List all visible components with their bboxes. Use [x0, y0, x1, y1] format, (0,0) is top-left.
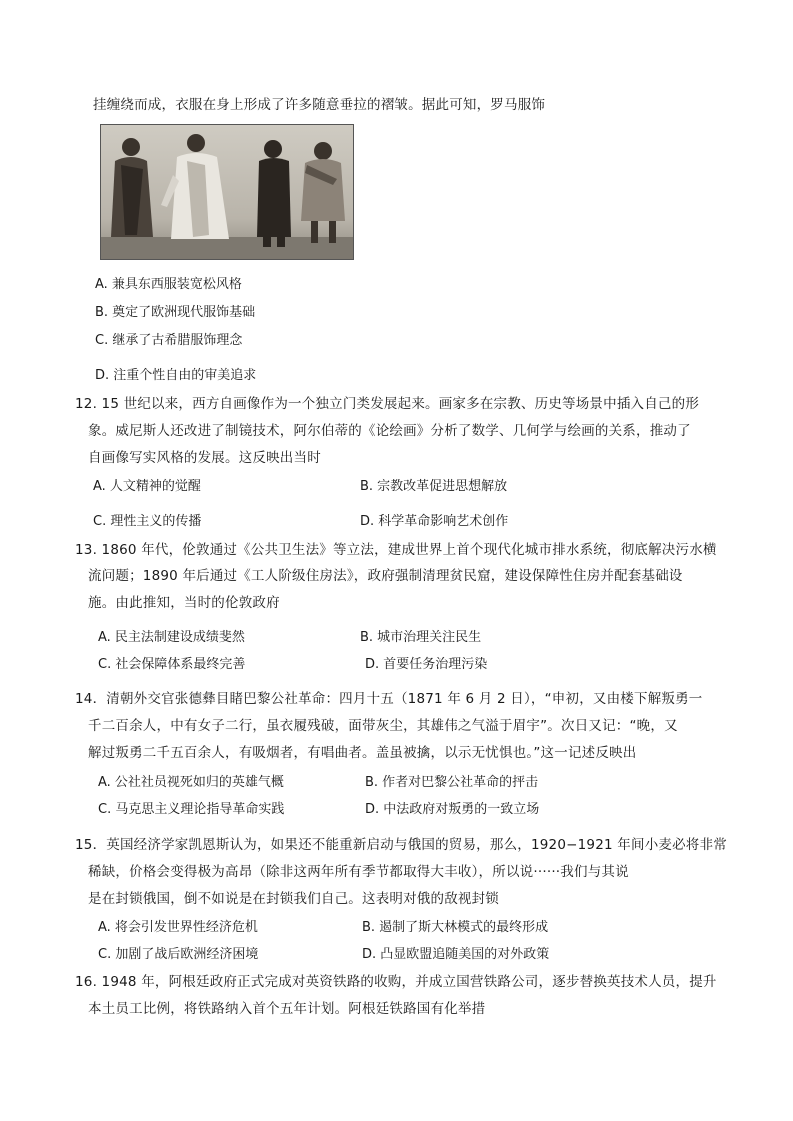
q15-stem-line-1: 15．英国经济学家凯恩斯认为，如果还不能重新启动与俄国的贸易，那么，1920−1921 年间小麦必将非常: [75, 837, 727, 853]
q12-option-a: A. 人文精神的觉醒: [93, 479, 201, 494]
q15-stem-line-2: 稀缺，价格会变得极为高昂（除非这两年所有季节都取得大丰收），所以说······我们与其说: [88, 864, 629, 880]
q12-option-b: B. 宗教改革促进思想解放: [360, 479, 508, 494]
q14-stem-line-3: 解过叛勇二千五百余人，有吸烟者，有唱曲者。盖虽被擒，以示无忧惧也。”这一记述反映出: [88, 745, 637, 761]
q14-option-c: C. 马克思主义理论指导革命实践: [98, 802, 285, 817]
q11-stem-continuation: 挂缠绕而成，衣服在身上形成了许多随意垂拉的褶皱。据此可知，罗马服饰: [93, 97, 546, 113]
q14-stem-line-1: 14．清朝外交官张德彝目睹巴黎公社革命：四月十五（1871 年 6 月 2 日），“申初，又由楼下解叛勇一: [75, 691, 703, 707]
q12-option-c: C. 理性主义的传播: [93, 514, 202, 529]
q11-option-c: C. 继承了古希腊服饰理念: [95, 333, 243, 348]
q11-option-a: A. 兼具东西服装宽松风格: [95, 277, 242, 292]
q15-option-c: C. 加剧了战后欧洲经济困境: [98, 947, 259, 962]
q15-option-b: B. 遏制了斯大林模式的最终形成: [362, 920, 549, 935]
q11-option-b: B. 奠定了欧洲现代服饰基础: [95, 305, 256, 320]
q11-option-d: D. 注重个性自由的审美追求: [95, 368, 257, 383]
q12-option-d: D. 科学革命影响艺术创作: [360, 514, 509, 529]
q14-stem-line-2: 千二百余人，中有女子二行，虽衣履残破，面带灰尘，其雄伟之气溢于眉宇”。次日又记：“晚，又: [88, 718, 678, 734]
q13-stem-line-3: 施。由此推知，当时的伦敦政府: [88, 595, 280, 611]
q13-option-c: C. 社会保障体系最终完善: [98, 657, 246, 672]
roman-clothing-figure-image: [100, 124, 354, 260]
q12-stem-line-3: 自画像写实风格的发展。这反映出当时: [88, 450, 321, 466]
q14-option-a: A. 公社社员视死如归的英雄气概: [98, 775, 284, 790]
q15-option-d: D. 凸显欧盟追随美国的对外政策: [362, 947, 550, 962]
q16-stem-line-1: 16. 1948 年，阿根廷政府正式完成对英资铁路的收购，并成立国营铁路公司，逐步替换英技术人员，提升: [75, 974, 717, 990]
q12-stem-line-1: 12. 15 世纪以来，西方自画像作为一个独立门类发展起来。画家多在宗教、历史等场景中插入自己的形: [75, 396, 700, 412]
q13-stem-line-2: 流问题；1890 年后通过《工人阶级住房法》，政府强制清理贫民窟，建设保障性住房并配套基础设: [88, 568, 683, 584]
q14-option-b: B. 作者对巴黎公社革命的抨击: [365, 775, 539, 790]
q15-option-a: A. 将会引发世界性经济危机: [98, 920, 258, 935]
q13-option-d: D. 首要任务治理污染: [365, 657, 488, 672]
q12-stem-line-2: 象。威尼斯人还改进了制镜技术，阿尔伯蒂的《论绘画》分析了数学、几何学与绘画的关系，推动了: [88, 423, 691, 439]
q13-option-b: B. 城市治理关注民生: [360, 630, 482, 645]
q14-option-d: D. 中法政府对叛勇的一致立场: [365, 802, 540, 817]
q13-option-a: A. 民主法制建设成绩斐然: [98, 630, 245, 645]
q13-stem-line-1: 13. 1860 年代，伦敦通过《公共卫生法》等立法，建成世界上首个现代化城市排水系统，彻底解决污水横: [75, 542, 717, 558]
q16-stem-line-2: 本土员工比例，将铁路纳入首个五年计划。阿根廷铁路国有化举措: [88, 1001, 486, 1017]
q15-stem-line-3: 是在封锁俄国，倒不如说是在封锁我们自己。这表明对俄的敌视封锁: [88, 891, 499, 907]
